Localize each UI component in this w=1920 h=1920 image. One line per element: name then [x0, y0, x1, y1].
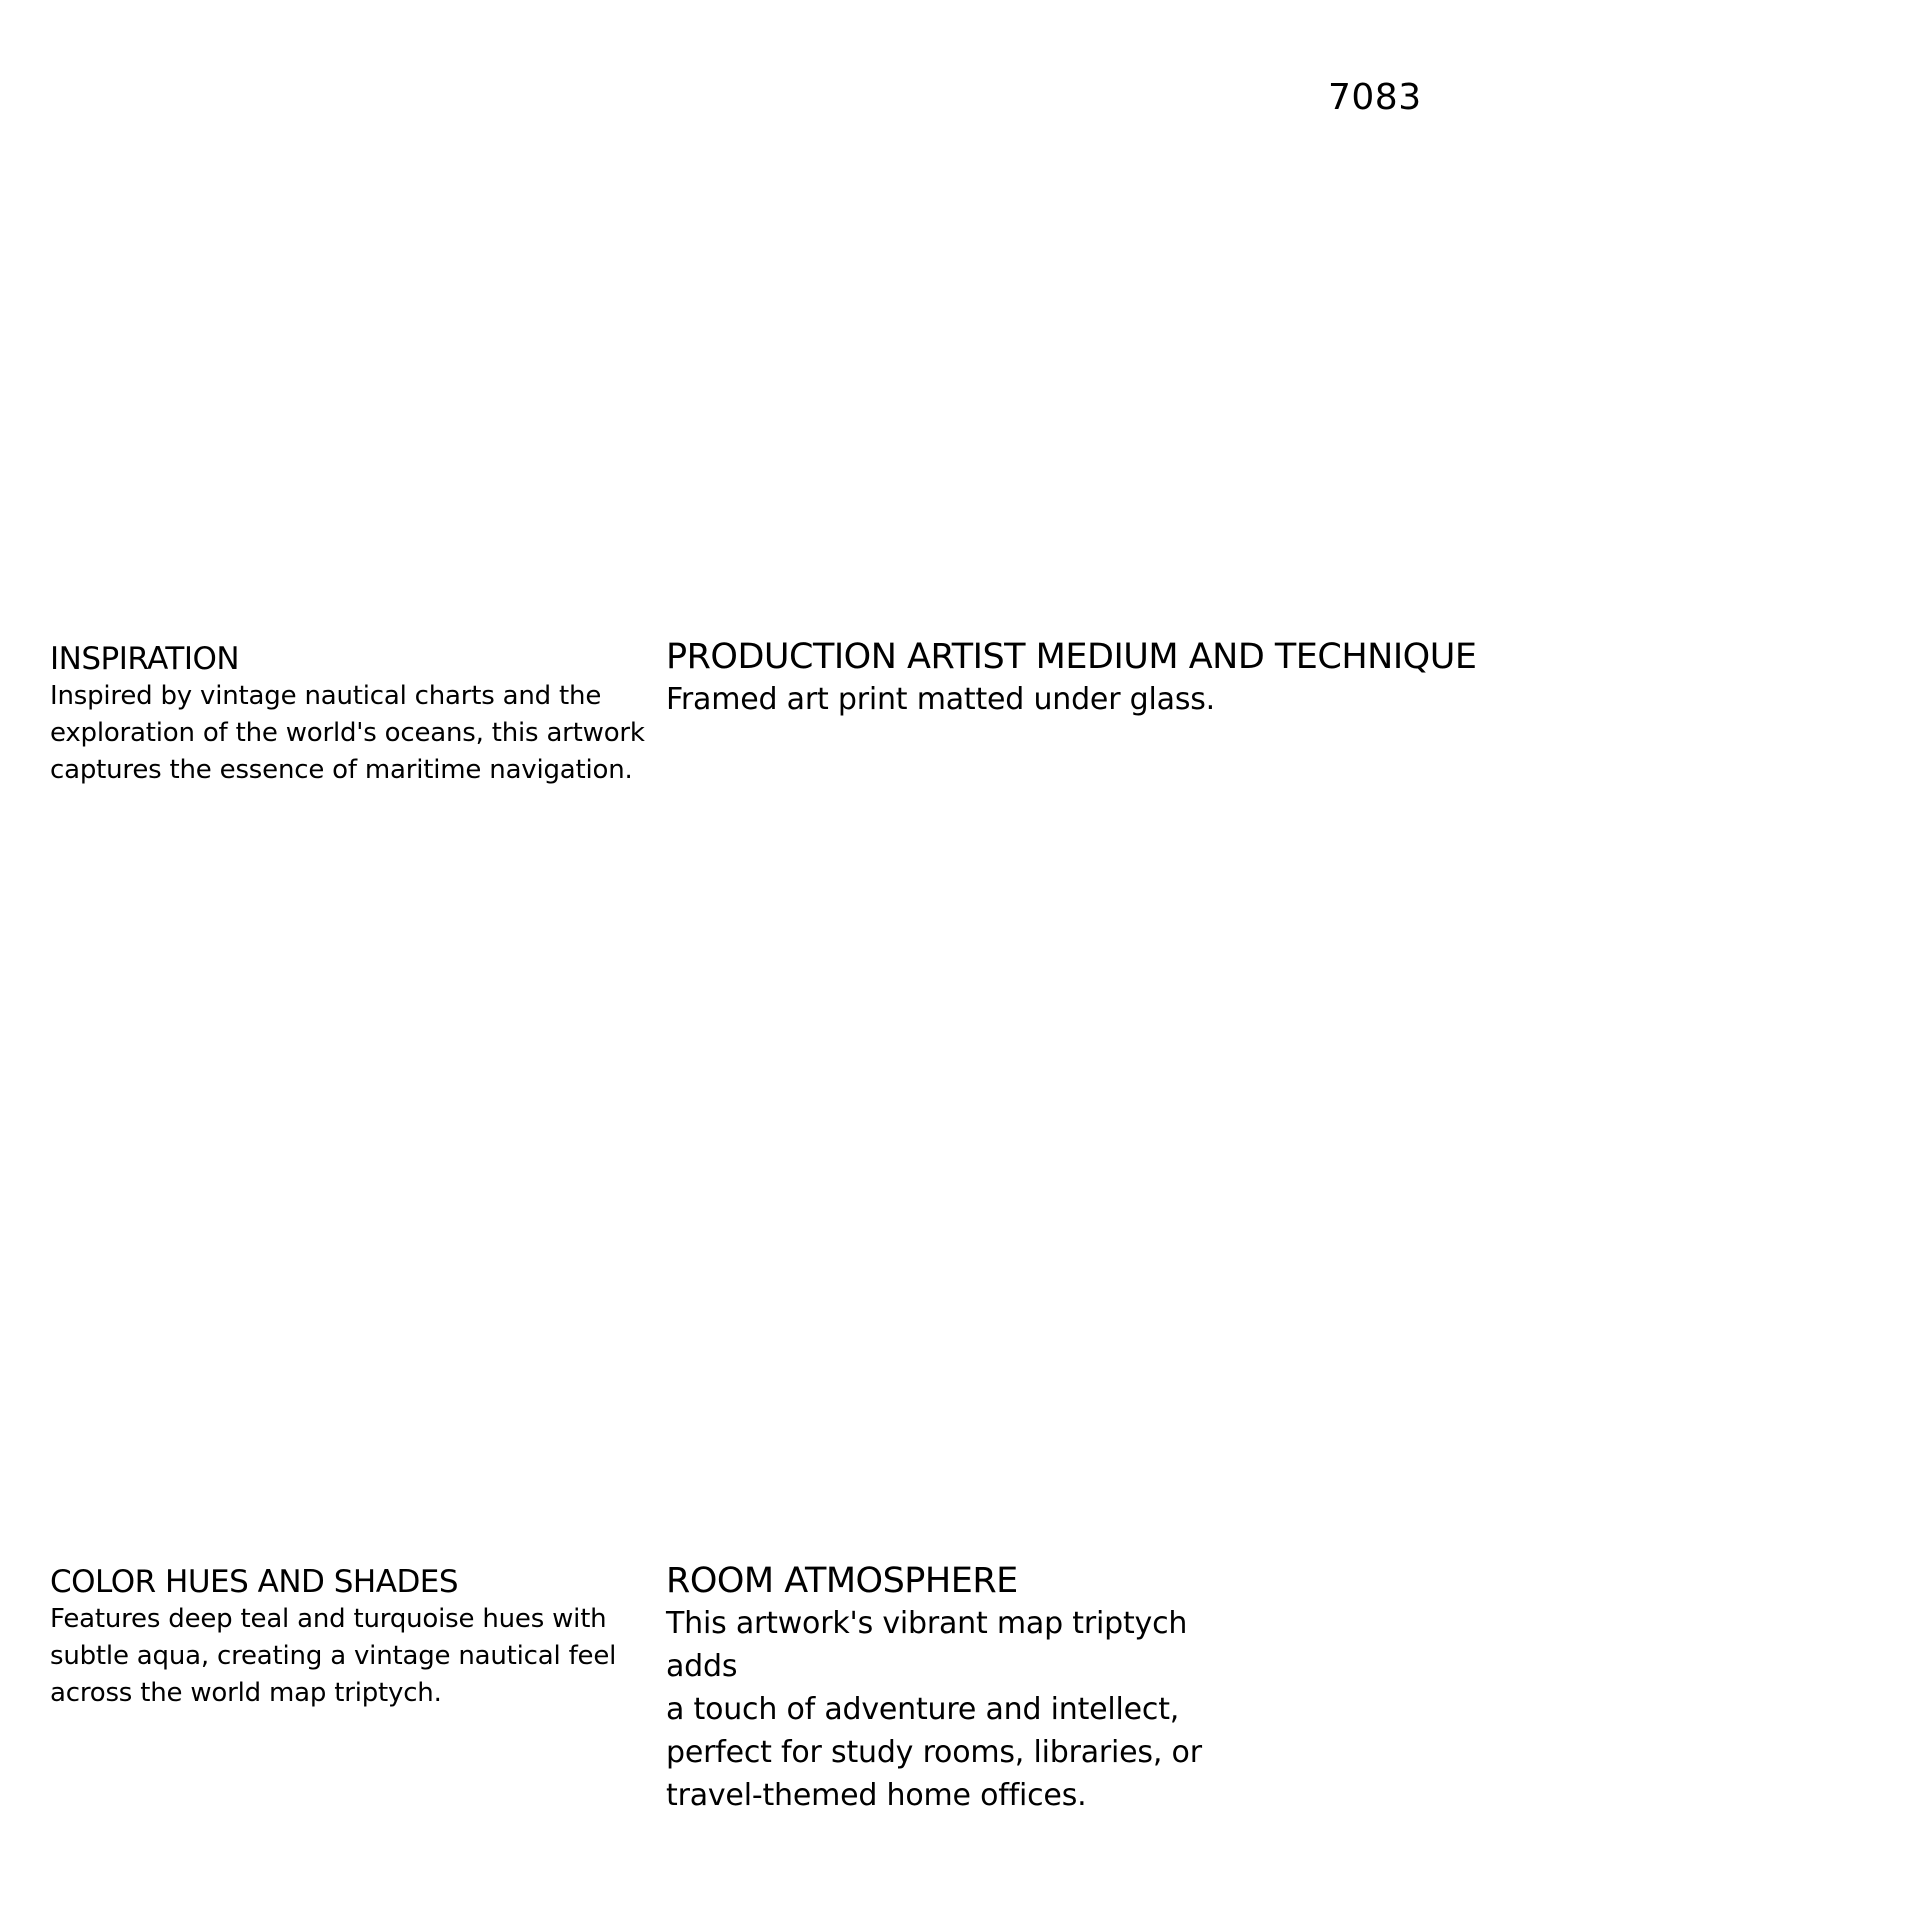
color-heading: COLOR HUES AND SHADES [50, 1564, 459, 1600]
inspiration-heading: INSPIRATION [50, 641, 240, 677]
inspiration-line: captures the essence of maritime navigation. [50, 755, 633, 785]
room-section [666, 1560, 1266, 1817]
room-line: a touch of adventure and intellect, [666, 1692, 1180, 1727]
inspiration-text [50, 678, 650, 789]
room-line: perfect for study rooms, libraries, or [666, 1735, 1202, 1770]
production-section [666, 636, 1766, 721]
room-heading: ROOM ATMOSPHERE [666, 1561, 1018, 1601]
inspiration-line: Inspired by vintage nautical charts and the [50, 681, 602, 711]
color-section [50, 1563, 650, 1712]
room-text [666, 1602, 1266, 1817]
page-number: 7083 [1328, 77, 1422, 118]
color-line: Features deep teal and turquoise hues with [50, 1604, 607, 1634]
room-line: travel-themed home offices. [666, 1778, 1087, 1813]
inspiration-section [50, 640, 650, 789]
color-line: across the world map triptych. [50, 1678, 442, 1708]
color-text [50, 1601, 650, 1712]
production-heading: PRODUCTION ARTIST MEDIUM AND TECHNIQUE [666, 637, 1477, 677]
production-text [666, 678, 1766, 721]
room-line: This artwork's vibrant map triptych adds [666, 1606, 1188, 1684]
inspiration-line: exploration of the world's oceans, this artwork [50, 718, 645, 748]
color-line: subtle aqua, creating a vintage nautical feel [50, 1641, 617, 1671]
production-line: Framed art print matted under glass. [666, 682, 1216, 717]
